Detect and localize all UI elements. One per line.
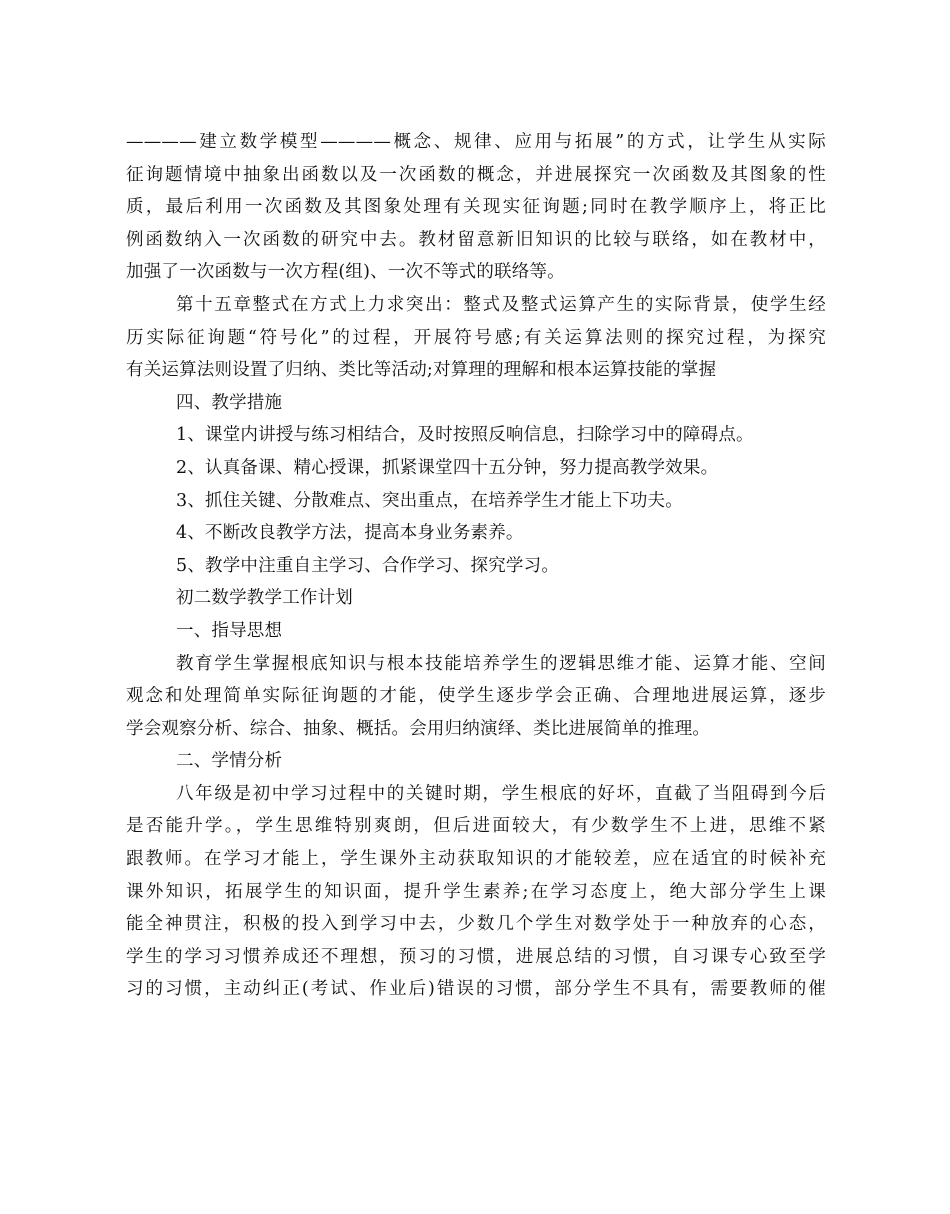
paragraph-line-24: 课外知识，拓展学生的知识面，提升学生素养;在学习态度上，绝大部分学生上课 <box>126 881 826 902</box>
list-item-2: 2、认真备课、精心授课，抓紧课堂四十五分钟，努力提高教学效果。 <box>176 457 719 478</box>
paragraph-line-2: 征询题情境中抽象出函数以及一次函数的概念，并进展探究一次函数及其图象的性 <box>126 164 826 185</box>
paragraph-line-5: 加强了一次函数与一次方程(组)、一次不等式的联络等。 <box>126 262 565 283</box>
list-item-1: 1、课堂内讲授与练习相结合，及时按照反响信息，扫除学习中的障碍点。 <box>176 425 754 446</box>
section-heading-guiding-ideology: 一、指导思想 <box>176 620 283 641</box>
paragraph-line-23: 跟教师。在学习才能上，学生课外主动获取知识的才能较差，应在适宜的时候补充 <box>126 849 826 870</box>
paragraph-line-17: 教育学生掌握根底知识与根本技能培养学生的逻辑思维才能、运算才能、空间 <box>176 653 826 674</box>
paragraph-line-4: 例函数纳入一次函数的研究中去。教材留意新旧知识的比较与联络，如在教材中， <box>126 229 826 250</box>
paragraph-line-6: 第十五章整式在方式上力求突出：整式及整式运算产生的实际背景，使学生经 <box>176 294 826 315</box>
paragraph-line-22: 是否能升学。，学生思维特别爽朗，但后进面较大，有少数学生不上进，思维不紧 <box>126 816 826 837</box>
document-body <box>126 126 826 1006</box>
paragraph-line-19: 学会观察分析、综合、抽象、概括。会用归纳演绎、类比进展简单的推理。 <box>126 718 711 739</box>
paragraph-line-25: 能全神贯注，积极的投入到学习中去，少数几个学生对数学处于一种放弃的心态， <box>126 914 826 935</box>
paragraph-line-8: 有关运算法则设置了归纳、类比等活动;对算理的理解和根本运算技能的掌握 <box>126 360 717 381</box>
section-heading-teaching-measures: 四、教学措施 <box>176 392 283 413</box>
section-heading-learning-analysis: 二、学情分析 <box>176 751 283 772</box>
paragraph-line-27: 习的习惯，主动纠正(考试、作业后)错误的习惯，部分学生不具有，需要教师的催 <box>126 979 826 1000</box>
list-item-5: 5、教学中注重自主学习、合作学习、探究学习。 <box>176 555 560 576</box>
paragraph-line-3: 质，最后利用一次函数及其图象处理有关现实征询题;同时在教学顺序上，将正比 <box>126 197 826 218</box>
paragraph-line-21: 八年级是初中学习过程中的关键时期，学生根底的好坏，直截了当阻碍到今后 <box>176 783 826 804</box>
list-item-3: 3、抓住关键、分散难点、突出重点，在培养学生才能上下功夫。 <box>176 490 683 511</box>
paragraph-line-7: 历实际征询题“符号化”的过程，开展符号感;有关运算法则的探究过程，为探究 <box>126 327 826 348</box>
document-title-plan: 初二数学教学工作计划 <box>176 588 353 609</box>
paragraph-line-18: 观念和处理简单实际征询题的才能，使学生逐步学会正确、合理地进展运算，逐步 <box>126 686 826 707</box>
paragraph-line-1: ————建立数学模型————概念、规律、应用与拓展”的方式，让学生从实际 <box>126 132 826 152</box>
list-item-4: 4、不断改良教学方法，提高本身业务素养。 <box>176 523 524 544</box>
paragraph-line-26: 学生的学习习惯养成还不理想，预习的习惯，进展总结的习惯，自习课专心致至学 <box>126 946 826 967</box>
